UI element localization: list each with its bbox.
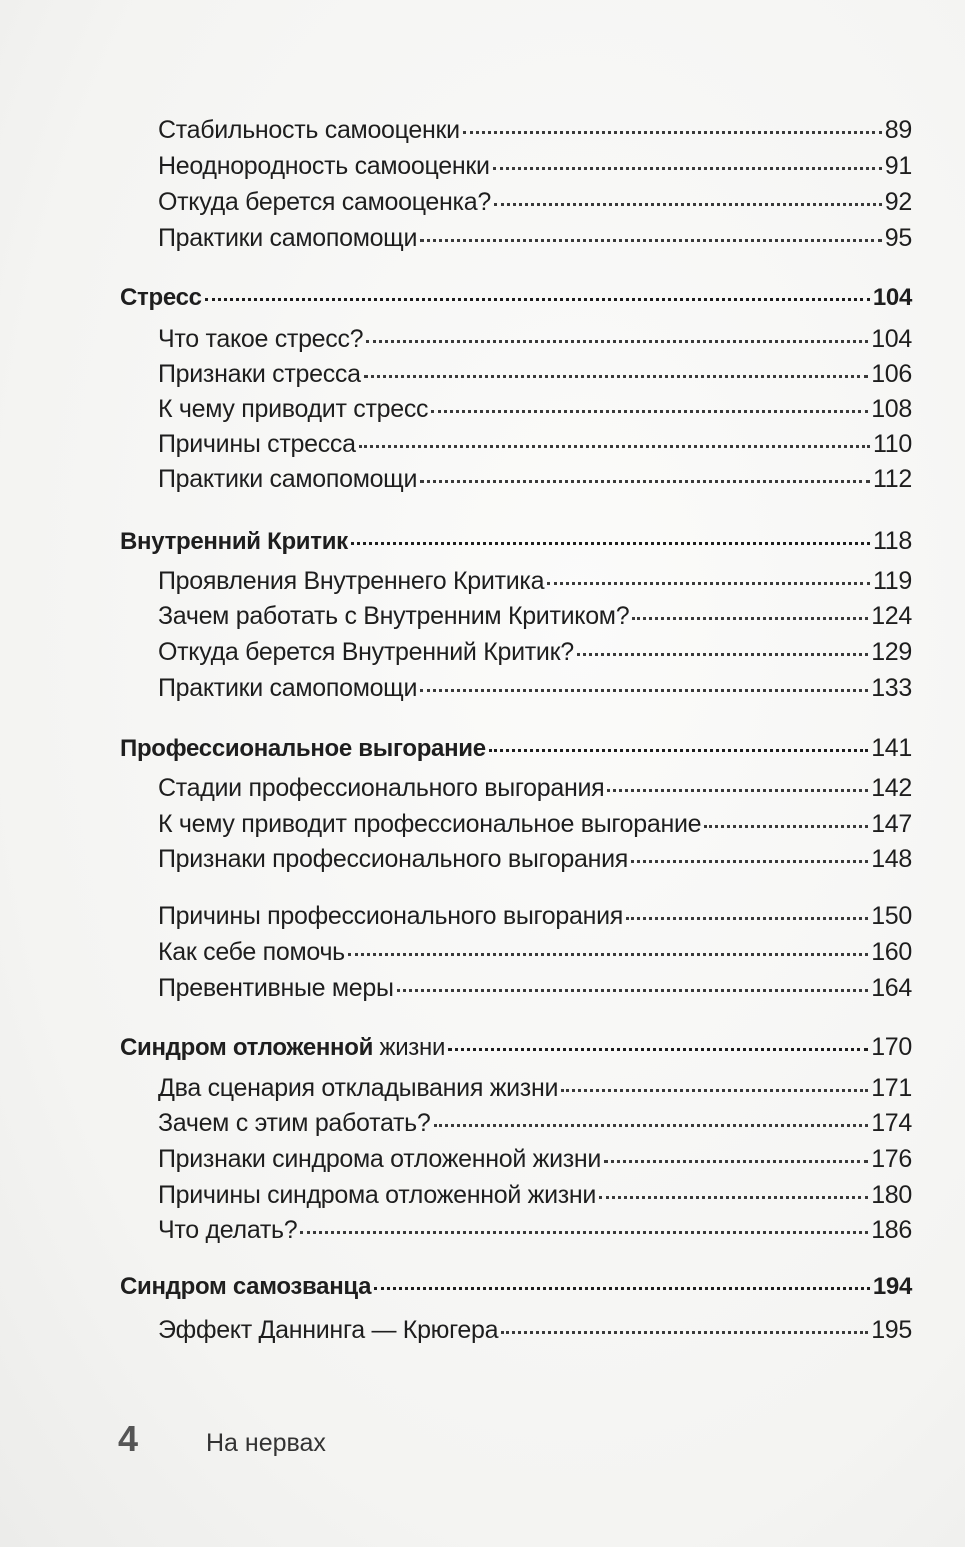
toc-entry-title: Практики самопомощи	[158, 224, 418, 252]
toc-section-entry	[158, 938, 912, 974]
dot-leader	[348, 953, 868, 956]
toc-page-number: 104	[872, 284, 912, 311]
toc-page-number: 92	[884, 188, 912, 216]
dot-leader	[359, 445, 870, 448]
toc-page-number: 147	[871, 810, 912, 838]
toc-entry-title: Стадии профессионального выгорания	[158, 774, 605, 802]
toc-page-number: 133	[871, 674, 912, 702]
toc-page-number: 160	[871, 938, 912, 966]
toc-page-number: 110	[873, 430, 912, 458]
toc-page-number: 164	[871, 974, 912, 1002]
toc-section-entry	[158, 674, 912, 710]
dot-leader	[632, 617, 868, 620]
toc-section-entry	[158, 1145, 912, 1181]
running-title: На нервах	[206, 1429, 326, 1457]
toc-section-entry	[158, 845, 912, 881]
toc-page-number: 129	[871, 638, 912, 666]
dot-leader	[420, 480, 870, 483]
toc-section-entry	[158, 1074, 912, 1110]
toc-section-entry	[158, 1316, 912, 1352]
toc-entry-title: Профессиональное выгорание	[120, 735, 486, 762]
toc-page-number: 195	[871, 1316, 912, 1344]
toc-entry-title: Практики самопомощи	[158, 674, 418, 702]
toc-entry-title: Признаки стресса	[158, 360, 361, 388]
toc-chapter-entry	[120, 527, 912, 563]
toc-section-entry	[158, 1109, 912, 1145]
toc-chapter-entry	[120, 734, 912, 770]
dot-leader	[374, 1287, 870, 1290]
dot-leader	[599, 1196, 868, 1199]
toc-page-number: 186	[871, 1216, 912, 1244]
toc-page-number: 104	[871, 325, 912, 353]
dot-leader	[547, 582, 870, 585]
toc-page-number: 170	[871, 1033, 912, 1061]
toc-page-number: 142	[871, 774, 912, 802]
toc-entry-title: Признаки синдрома отложенной жизни	[158, 1145, 602, 1173]
toc-entry-title: Проявления Внутреннего Критика	[158, 567, 545, 595]
dot-leader	[434, 1124, 869, 1127]
toc-entry-title	[120, 1034, 445, 1062]
toc-page-number: 171	[871, 1074, 912, 1102]
toc-page-number: 194	[872, 1273, 912, 1300]
dot-leader	[494, 203, 882, 206]
toc-section-entry	[158, 774, 912, 810]
toc-page-number: 176	[871, 1145, 912, 1173]
toc-section-entry	[158, 902, 912, 938]
toc-section-entry	[158, 1181, 912, 1217]
page-number: 4	[118, 1418, 139, 1459]
toc-entry-title: Что делать?	[158, 1216, 298, 1244]
toc-section-entry	[158, 567, 912, 603]
toc-entry-title: Синдром самозванца	[120, 1273, 372, 1300]
toc-chapter-entry	[120, 284, 912, 320]
dot-leader	[493, 167, 882, 170]
dot-leader	[607, 789, 868, 792]
toc-section-entry	[158, 430, 912, 466]
dot-leader	[300, 1231, 868, 1234]
toc-section-entry	[158, 465, 912, 501]
dot-leader	[431, 410, 868, 413]
dot-leader	[205, 298, 870, 301]
toc-section-entry	[158, 152, 912, 188]
toc-page-number: 148	[871, 845, 912, 873]
dot-leader	[420, 239, 882, 242]
toc-entry-title: Практики самопомощи	[158, 465, 418, 493]
toc-section-entry	[158, 360, 912, 396]
dot-leader	[561, 1089, 868, 1092]
toc-page-number: 108	[871, 395, 912, 423]
toc-entry-title: Эффект Даннинга — Крюгера	[158, 1316, 499, 1344]
toc-entry-title: Причины стресса	[158, 430, 356, 458]
toc-entry-title: Стабильность самооценки	[158, 116, 460, 144]
toc-entry-title: Неоднородность самооценки	[158, 152, 490, 180]
dot-leader	[397, 989, 869, 992]
dot-leader	[463, 131, 882, 134]
dot-leader	[501, 1331, 868, 1334]
toc-section-entry	[158, 116, 912, 152]
toc-section-entry	[158, 638, 912, 674]
toc-section-entry	[158, 1216, 912, 1252]
dot-leader	[420, 689, 868, 692]
toc-entry-title: Откуда берется самооценка?	[158, 188, 491, 216]
dot-leader	[364, 375, 868, 378]
toc-section-entry	[158, 224, 912, 260]
dot-leader	[704, 825, 868, 828]
dot-leader	[366, 340, 868, 343]
toc-page-number: 174	[871, 1109, 912, 1137]
toc-section-entry	[158, 395, 912, 431]
toc-section-entry	[158, 974, 912, 1010]
dot-leader	[604, 1160, 868, 1163]
toc-entry-title-normal: жизни	[373, 1034, 446, 1061]
dot-leader	[631, 860, 868, 863]
toc-chapter-entry	[120, 1033, 912, 1069]
toc-page-number: 141	[871, 734, 912, 762]
toc-entry-title: Стресс	[120, 284, 202, 311]
toc-entry-title: Причины профессионального выгорания	[158, 902, 624, 930]
page-footer	[118, 1418, 326, 1460]
toc-page-number: 150	[871, 902, 912, 930]
toc-page-number: 112	[873, 465, 912, 493]
toc-page-number: 124	[871, 602, 912, 630]
toc-section-entry	[158, 325, 912, 361]
toc-section-entry	[158, 810, 912, 846]
toc-entry-title-bold: Синдром отложенной	[120, 1034, 374, 1061]
toc-entry-title: Признаки профессионального выгорания	[158, 845, 629, 873]
toc-entry-title: Откуда берется Внутренний Критик?	[158, 638, 574, 666]
toc-entry-title: Что такое стресс?	[158, 325, 364, 353]
toc-page-number: 119	[873, 567, 912, 595]
toc-chapter-entry	[120, 1273, 912, 1309]
toc-entry-title: Превентивные меры	[158, 974, 394, 1002]
toc-entry-title: Зачем работать с Внутренним Критиком?	[158, 602, 630, 630]
toc-section-entry	[158, 188, 912, 224]
toc-entry-title: К чему приводит профессиональное выгорание	[158, 810, 702, 838]
toc-entry-title: Зачем с этим работать?	[158, 1109, 431, 1137]
toc-section-entry	[158, 602, 912, 638]
toc-page-number: 106	[871, 360, 912, 388]
toc-entry-title: К чему приводит стресс	[158, 395, 429, 423]
dot-leader	[577, 653, 868, 656]
toc-entry-title: Два сценария откладывания жизни	[158, 1074, 559, 1102]
toc-page-number: 95	[884, 224, 912, 252]
toc-entry-title: Причины синдрома отложенной жизни	[158, 1181, 597, 1209]
toc-page-number: 91	[884, 152, 912, 180]
dot-leader	[448, 1048, 868, 1051]
dot-leader	[351, 542, 870, 545]
toc-page-number: 118	[873, 527, 912, 555]
toc-entry-title: Как себе помочь	[158, 938, 345, 966]
dot-leader	[489, 749, 868, 752]
toc-entry-title: Внутренний Критик	[120, 528, 348, 555]
toc-page-number: 89	[884, 116, 912, 144]
toc-page-number: 180	[871, 1181, 912, 1209]
dot-leader	[626, 917, 868, 920]
